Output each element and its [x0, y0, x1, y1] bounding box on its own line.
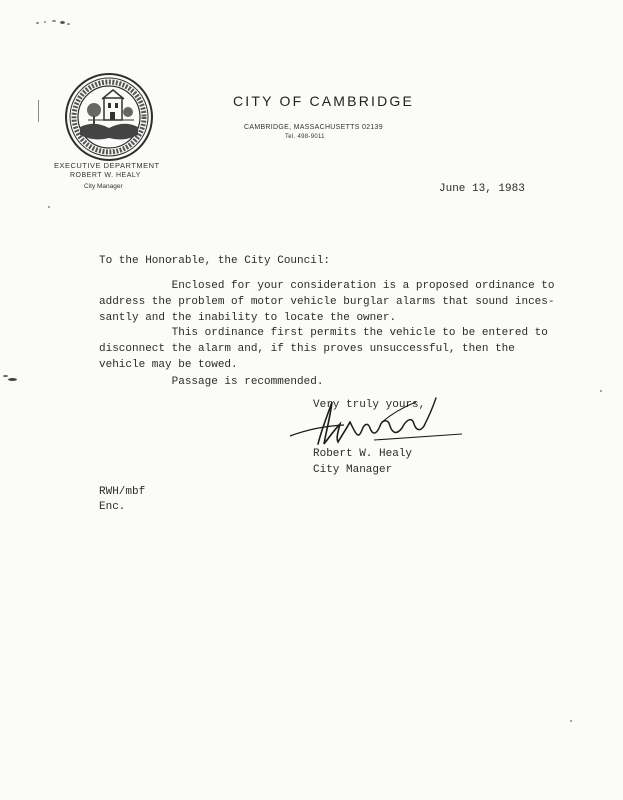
- letter-date: June 13, 1983: [439, 183, 525, 195]
- typed-signature-title: City Manager: [313, 464, 393, 476]
- reference-initials: RWH/mbf: [99, 486, 146, 498]
- sender-name: ROBERT W. HEALY: [70, 172, 141, 179]
- salutation: To the Honorable, the City Council:: [99, 255, 331, 267]
- complimentary-closing: Very truly yours,: [313, 399, 426, 411]
- typed-signature-name: Robert W. Healy: [313, 448, 413, 460]
- city-address: CAMBRIDGE, MASSACHUSETTS 02139: [244, 124, 383, 131]
- city-phone: Tel. 498-9011: [285, 134, 325, 140]
- sender-title: City Manager: [84, 183, 123, 190]
- enclosure-note: Enc.: [99, 501, 126, 513]
- department-name: EXECUTIVE DEPARTMENT: [54, 161, 160, 170]
- body-paragraph: This ordinance first permits the vehicle to be entered to disconnect the alarm and, if this proves unsuccessful, then the vehicle may be towed.: [99, 327, 548, 371]
- city-title: CITY OF CAMBRIDGE: [233, 93, 415, 109]
- body-paragraph: Enclosed for your consideration is a proposed ordinance to address the problem of motor vehicle burglar alarms that sound inces- santly and the inability to locate the owner.: [99, 280, 555, 324]
- body-paragraph: Passage is recommended.: [99, 376, 324, 388]
- city-seal-icon: [64, 72, 154, 162]
